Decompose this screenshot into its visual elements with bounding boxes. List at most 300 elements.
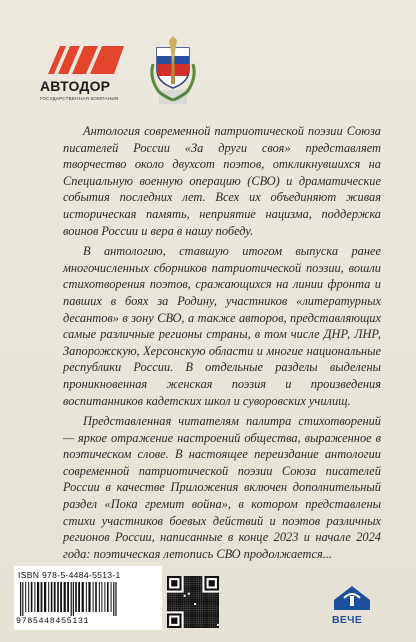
qr-module xyxy=(194,580,196,582)
qr-module xyxy=(204,620,206,622)
qr-module xyxy=(213,609,215,611)
qr-module xyxy=(200,613,202,615)
qr-module xyxy=(217,605,219,607)
qr-module xyxy=(198,605,200,607)
qr-module xyxy=(196,578,198,580)
qr-module xyxy=(192,582,194,584)
barcode-bar xyxy=(82,582,84,612)
barcode-bar xyxy=(25,582,26,612)
qr-module xyxy=(215,618,217,620)
qr-module xyxy=(167,605,169,607)
qr-module xyxy=(213,599,215,601)
qr-module xyxy=(209,622,211,624)
qr-module xyxy=(204,593,206,595)
qr-module xyxy=(215,603,217,605)
qr-module xyxy=(213,595,215,597)
qr-module xyxy=(213,607,215,609)
qr-module xyxy=(177,597,179,599)
qr-module xyxy=(211,593,213,595)
barcode-bar xyxy=(60,582,62,612)
qr-module xyxy=(186,622,188,624)
qr-module xyxy=(192,611,194,613)
barcode-bar xyxy=(88,582,90,612)
qr-module xyxy=(190,586,192,588)
paragraph-2: В антологию, ставшую итогом выпуска ранее многочисленных сборников патриотической поэзии, вошли стихотворения поэтов, сражающихся на линии фронта и павших в боях за Родину, участников «литературных десантов» в зону СВО, а также авторов, представляющих самые различные регионы страны, в том числе ДНР, ЛНР, Запорожскую, Херсонскую области и многие национальные республики России. В отдельные разделы выделены проникновенная женская поэзия и произведения воспитанников кадетских школ и суворовских училищ. xyxy=(63,244,381,408)
qr-module xyxy=(182,601,184,603)
qr-module xyxy=(202,605,204,607)
qr-module xyxy=(200,591,202,593)
qr-module xyxy=(192,620,194,622)
barcode-digits: 9785448455131 xyxy=(16,616,90,626)
qr-module xyxy=(184,616,186,618)
qr-module xyxy=(190,613,192,615)
qr-module xyxy=(198,599,200,601)
qr-module xyxy=(194,622,196,624)
qr-module xyxy=(188,624,190,626)
qr-module xyxy=(194,578,196,580)
qr-module xyxy=(217,601,219,603)
qr-module xyxy=(190,595,192,597)
qr-module xyxy=(182,607,184,609)
barcode-bar xyxy=(111,582,112,612)
qr-module xyxy=(186,580,188,582)
qr-module xyxy=(209,620,211,622)
qr-module xyxy=(200,584,202,586)
qr-module xyxy=(207,605,209,607)
qr-module xyxy=(175,593,177,595)
qr-module xyxy=(200,595,202,597)
qr-module xyxy=(192,616,194,618)
qr-module xyxy=(211,613,213,615)
qr-module xyxy=(207,624,209,626)
qr-module xyxy=(184,591,186,593)
qr-module xyxy=(209,607,211,609)
qr-module xyxy=(184,582,186,584)
qr-module xyxy=(179,595,181,597)
qr-module xyxy=(186,624,188,626)
qr-module xyxy=(188,588,190,590)
qr-module xyxy=(169,609,171,611)
qr-module xyxy=(198,618,200,620)
qr-module xyxy=(209,611,211,613)
qr-module xyxy=(179,599,181,601)
qr-module xyxy=(217,620,219,622)
qr-module xyxy=(167,601,169,603)
qr-module xyxy=(173,603,175,605)
qr-module xyxy=(169,595,171,597)
qr-module xyxy=(204,616,206,618)
qr-module xyxy=(211,616,213,618)
qr-module xyxy=(211,611,213,613)
qr-module xyxy=(194,624,196,626)
qr-module xyxy=(188,609,190,611)
qr-module xyxy=(200,607,202,609)
qr-module xyxy=(188,601,190,603)
qr-module xyxy=(202,613,204,615)
qr-module xyxy=(215,605,217,607)
qr-module xyxy=(209,597,211,599)
qr-module xyxy=(171,605,173,607)
qr-module xyxy=(184,597,186,599)
qr-module xyxy=(188,616,190,618)
qr-module xyxy=(196,584,198,586)
qr-module xyxy=(196,605,198,607)
qr-module xyxy=(202,620,204,622)
qr-module xyxy=(198,607,200,609)
qr-module xyxy=(184,611,186,613)
barcode-bar xyxy=(44,582,46,612)
qr-module xyxy=(207,597,209,599)
qr-module xyxy=(190,607,192,609)
qr-module xyxy=(186,611,188,613)
qr-module xyxy=(202,599,204,601)
qr-module xyxy=(182,599,184,601)
qr-module xyxy=(202,607,204,609)
qr-module xyxy=(190,622,192,624)
qr-module xyxy=(184,609,186,611)
qr-module xyxy=(196,607,198,609)
qr-module xyxy=(186,613,188,615)
qr-module xyxy=(202,626,204,628)
qr-module xyxy=(188,599,190,601)
qr-module xyxy=(194,584,196,586)
barcode-bar xyxy=(54,582,56,612)
barcode-bar xyxy=(101,582,102,612)
qr-module xyxy=(202,595,204,597)
qr-module xyxy=(188,622,190,624)
qr-module xyxy=(200,597,202,599)
barcode-bar xyxy=(71,582,72,616)
qr-module xyxy=(184,576,186,578)
qr-module xyxy=(196,588,198,590)
qr-module xyxy=(192,605,194,607)
qr-module xyxy=(186,586,188,588)
qr-module xyxy=(182,609,184,611)
qr-module xyxy=(194,595,196,597)
barcode-bar xyxy=(37,582,39,612)
qr-module xyxy=(213,620,215,622)
qr-module xyxy=(188,620,190,622)
qr-module xyxy=(182,605,184,607)
qr-module xyxy=(198,591,200,593)
qr-module xyxy=(177,601,179,603)
qr-module xyxy=(204,618,206,620)
qr-module xyxy=(184,584,186,586)
qr-module xyxy=(192,601,194,603)
qr-module xyxy=(192,597,194,599)
qr-module xyxy=(186,605,188,607)
qr-module xyxy=(207,599,209,601)
qr-module xyxy=(204,622,206,624)
qr-module xyxy=(202,603,204,605)
qr-module xyxy=(209,626,211,628)
barcode-bar xyxy=(22,582,23,616)
qr-module xyxy=(217,622,219,624)
qr-module xyxy=(179,607,181,609)
barcode-bar xyxy=(28,582,29,612)
qr-module xyxy=(186,576,188,578)
qr-module xyxy=(175,597,177,599)
qr-module xyxy=(194,599,196,601)
qr-module xyxy=(217,609,219,611)
qr-module xyxy=(211,622,213,624)
qr-module xyxy=(171,593,173,595)
qr-module xyxy=(190,578,192,580)
qr-module xyxy=(179,593,181,595)
qr-module xyxy=(194,605,196,607)
qr-module xyxy=(200,616,202,618)
qr-module xyxy=(184,603,186,605)
qr-module xyxy=(171,618,177,624)
qr-module xyxy=(207,620,209,622)
qr-module xyxy=(202,622,204,624)
qr-module xyxy=(179,597,181,599)
qr-module xyxy=(188,580,190,582)
qr-module xyxy=(188,626,190,628)
qr-module xyxy=(169,599,171,601)
qr-module xyxy=(194,597,196,599)
qr-module xyxy=(194,586,196,588)
qr-module xyxy=(196,597,198,599)
barcode-bar xyxy=(113,582,114,616)
qr-module xyxy=(184,618,186,620)
qr-module xyxy=(200,588,202,590)
qr-module xyxy=(207,601,209,603)
qr-module xyxy=(184,626,186,628)
qr-module xyxy=(192,588,194,590)
qr-module xyxy=(173,593,175,595)
qr-module xyxy=(173,595,175,597)
qr-module xyxy=(213,622,215,624)
qr-module xyxy=(198,613,200,615)
qr-module xyxy=(213,603,215,605)
qr-module xyxy=(198,584,200,586)
qr-module xyxy=(209,601,211,603)
qr-module xyxy=(175,607,177,609)
writers-union-emblem-icon xyxy=(145,34,201,112)
qr-module xyxy=(198,576,200,578)
qr-module xyxy=(215,609,217,611)
qr-module xyxy=(190,584,192,586)
qr-module xyxy=(182,595,184,597)
qr-module xyxy=(215,607,217,609)
qr-module xyxy=(215,611,217,613)
qr-module xyxy=(177,603,179,605)
qr-module xyxy=(200,611,202,613)
qr-module xyxy=(184,580,186,582)
qr-module xyxy=(207,607,209,609)
qr-module xyxy=(194,626,196,628)
qr-module xyxy=(213,618,215,620)
qr-module xyxy=(177,607,179,609)
barcode-bar xyxy=(31,582,33,612)
qr-module xyxy=(211,595,213,597)
qr-module xyxy=(194,588,196,590)
qr-module xyxy=(215,626,217,628)
qr-module xyxy=(188,618,190,620)
qr-module xyxy=(194,582,196,584)
qr-module xyxy=(200,605,202,607)
barcode-bar xyxy=(73,582,74,616)
barcode-bar xyxy=(115,582,116,616)
qr-module xyxy=(190,618,192,620)
qr-module xyxy=(177,593,179,595)
qr-module xyxy=(196,593,198,595)
qr-module xyxy=(200,593,202,595)
qr-module xyxy=(188,582,190,584)
qr-module xyxy=(213,613,215,615)
qr-module xyxy=(167,593,169,595)
qr-module xyxy=(213,593,215,595)
qr-module xyxy=(169,601,171,603)
qr-module xyxy=(171,595,173,597)
barcode-bar xyxy=(34,582,35,612)
qr-module xyxy=(209,618,211,620)
qr-module xyxy=(200,618,202,620)
barcode-bar xyxy=(95,582,97,612)
qr-module xyxy=(167,607,169,609)
qr-module xyxy=(196,616,198,618)
barcode-bar xyxy=(48,582,49,612)
qr-module xyxy=(217,599,219,601)
qr-module xyxy=(202,611,204,613)
qr-module xyxy=(179,605,181,607)
qr-module xyxy=(169,603,171,605)
qr-module xyxy=(196,613,198,615)
qr-module xyxy=(188,605,190,607)
qr-module xyxy=(200,578,202,580)
qr-module xyxy=(192,576,194,578)
qr-module xyxy=(186,595,188,597)
avtodor-subtitle: ГОСУДАРСТВЕННАЯ КОМПАНИЯ xyxy=(40,96,119,101)
qr-module xyxy=(194,611,196,613)
qr-module xyxy=(209,624,211,626)
barcode-bar xyxy=(75,582,77,612)
qr-module xyxy=(169,605,171,607)
qr-module xyxy=(188,597,190,599)
qr-module xyxy=(198,616,200,618)
qr-module xyxy=(190,605,192,607)
qr-module xyxy=(217,607,219,609)
qr-module xyxy=(200,599,202,601)
qr-module xyxy=(190,626,192,628)
qr-module xyxy=(211,601,213,603)
qr-module xyxy=(192,599,194,601)
qr-module xyxy=(167,599,169,601)
qr-module xyxy=(211,599,213,601)
qr-module xyxy=(184,601,186,603)
qr-module xyxy=(190,582,192,584)
qr-module xyxy=(192,603,194,605)
qr-module xyxy=(188,613,190,615)
qr-module xyxy=(196,624,198,626)
barcode-bar xyxy=(86,582,87,612)
qr-module xyxy=(207,618,209,620)
qr-module xyxy=(198,624,200,626)
qr-module xyxy=(215,616,217,618)
qr-module xyxy=(194,618,196,620)
qr-module xyxy=(190,611,192,613)
qr-module xyxy=(192,591,194,593)
qr-module xyxy=(217,595,219,597)
qr-module xyxy=(194,576,196,578)
qr-module xyxy=(202,601,204,603)
qr-module xyxy=(207,626,209,628)
qr-module xyxy=(202,609,204,611)
qr-module xyxy=(215,597,217,599)
qr-module xyxy=(207,609,209,611)
qr-module xyxy=(186,616,188,618)
paragraph-1: Антология современной патриотической поэзии Союза писателей России «За други своя» представляет творчество около двухсот поэтов, откликнувшихся на Специальную военную операцию (СВО) и драматические события последних лет. Всех их объединяют живая историческая память, неприятие нацизма, поддержка воинов России и вера в нашу победу. xyxy=(63,124,381,238)
qr-module xyxy=(204,613,206,615)
qr-module xyxy=(179,603,181,605)
qr-module xyxy=(198,588,200,590)
qr-module xyxy=(190,609,192,611)
qr-module xyxy=(217,597,219,599)
qr-module xyxy=(207,593,209,595)
qr-module xyxy=(211,607,213,609)
qr-module xyxy=(192,626,194,628)
qr-module xyxy=(217,613,219,615)
isbn-label: ISBN 978-5-4484-5513-1 xyxy=(18,570,121,580)
qr-module xyxy=(192,578,194,580)
qr-module xyxy=(200,624,202,626)
qr-module xyxy=(186,620,188,622)
qr-module xyxy=(202,618,204,620)
qr-module xyxy=(200,576,202,578)
qr-module xyxy=(177,609,179,611)
qr-module xyxy=(213,601,215,603)
qr-module xyxy=(184,607,186,609)
qr-module xyxy=(190,603,192,605)
qr-module xyxy=(200,582,202,584)
qr-module xyxy=(217,626,219,628)
qr-module xyxy=(196,609,198,611)
qr-module xyxy=(204,607,206,609)
barcode xyxy=(18,582,158,616)
qr-module xyxy=(198,586,200,588)
qr-module xyxy=(198,601,200,603)
qr-module xyxy=(204,605,206,607)
barcode-bar xyxy=(51,582,53,612)
qr-module xyxy=(204,609,206,611)
qr-module xyxy=(198,611,200,613)
qr-module xyxy=(194,607,196,609)
qr-module xyxy=(196,620,198,622)
qr-module xyxy=(188,584,190,586)
qr-module xyxy=(204,603,206,605)
qr-module xyxy=(192,593,194,595)
qr-module xyxy=(215,601,217,603)
qr-module xyxy=(194,591,196,593)
qr-module xyxy=(215,599,217,601)
qr-module xyxy=(192,618,194,620)
qr-module xyxy=(171,601,173,603)
qr-module xyxy=(169,607,171,609)
qr-module xyxy=(200,603,202,605)
qr-module xyxy=(198,582,200,584)
qr-module xyxy=(173,599,175,601)
qr-module xyxy=(192,622,194,624)
qr-module xyxy=(190,620,192,622)
qr-module xyxy=(169,593,171,595)
qr-module xyxy=(171,607,173,609)
qr-module xyxy=(192,613,194,615)
qr-module xyxy=(204,595,206,597)
qr-module xyxy=(186,609,188,611)
qr-module xyxy=(182,593,184,595)
qr-module xyxy=(190,597,192,599)
